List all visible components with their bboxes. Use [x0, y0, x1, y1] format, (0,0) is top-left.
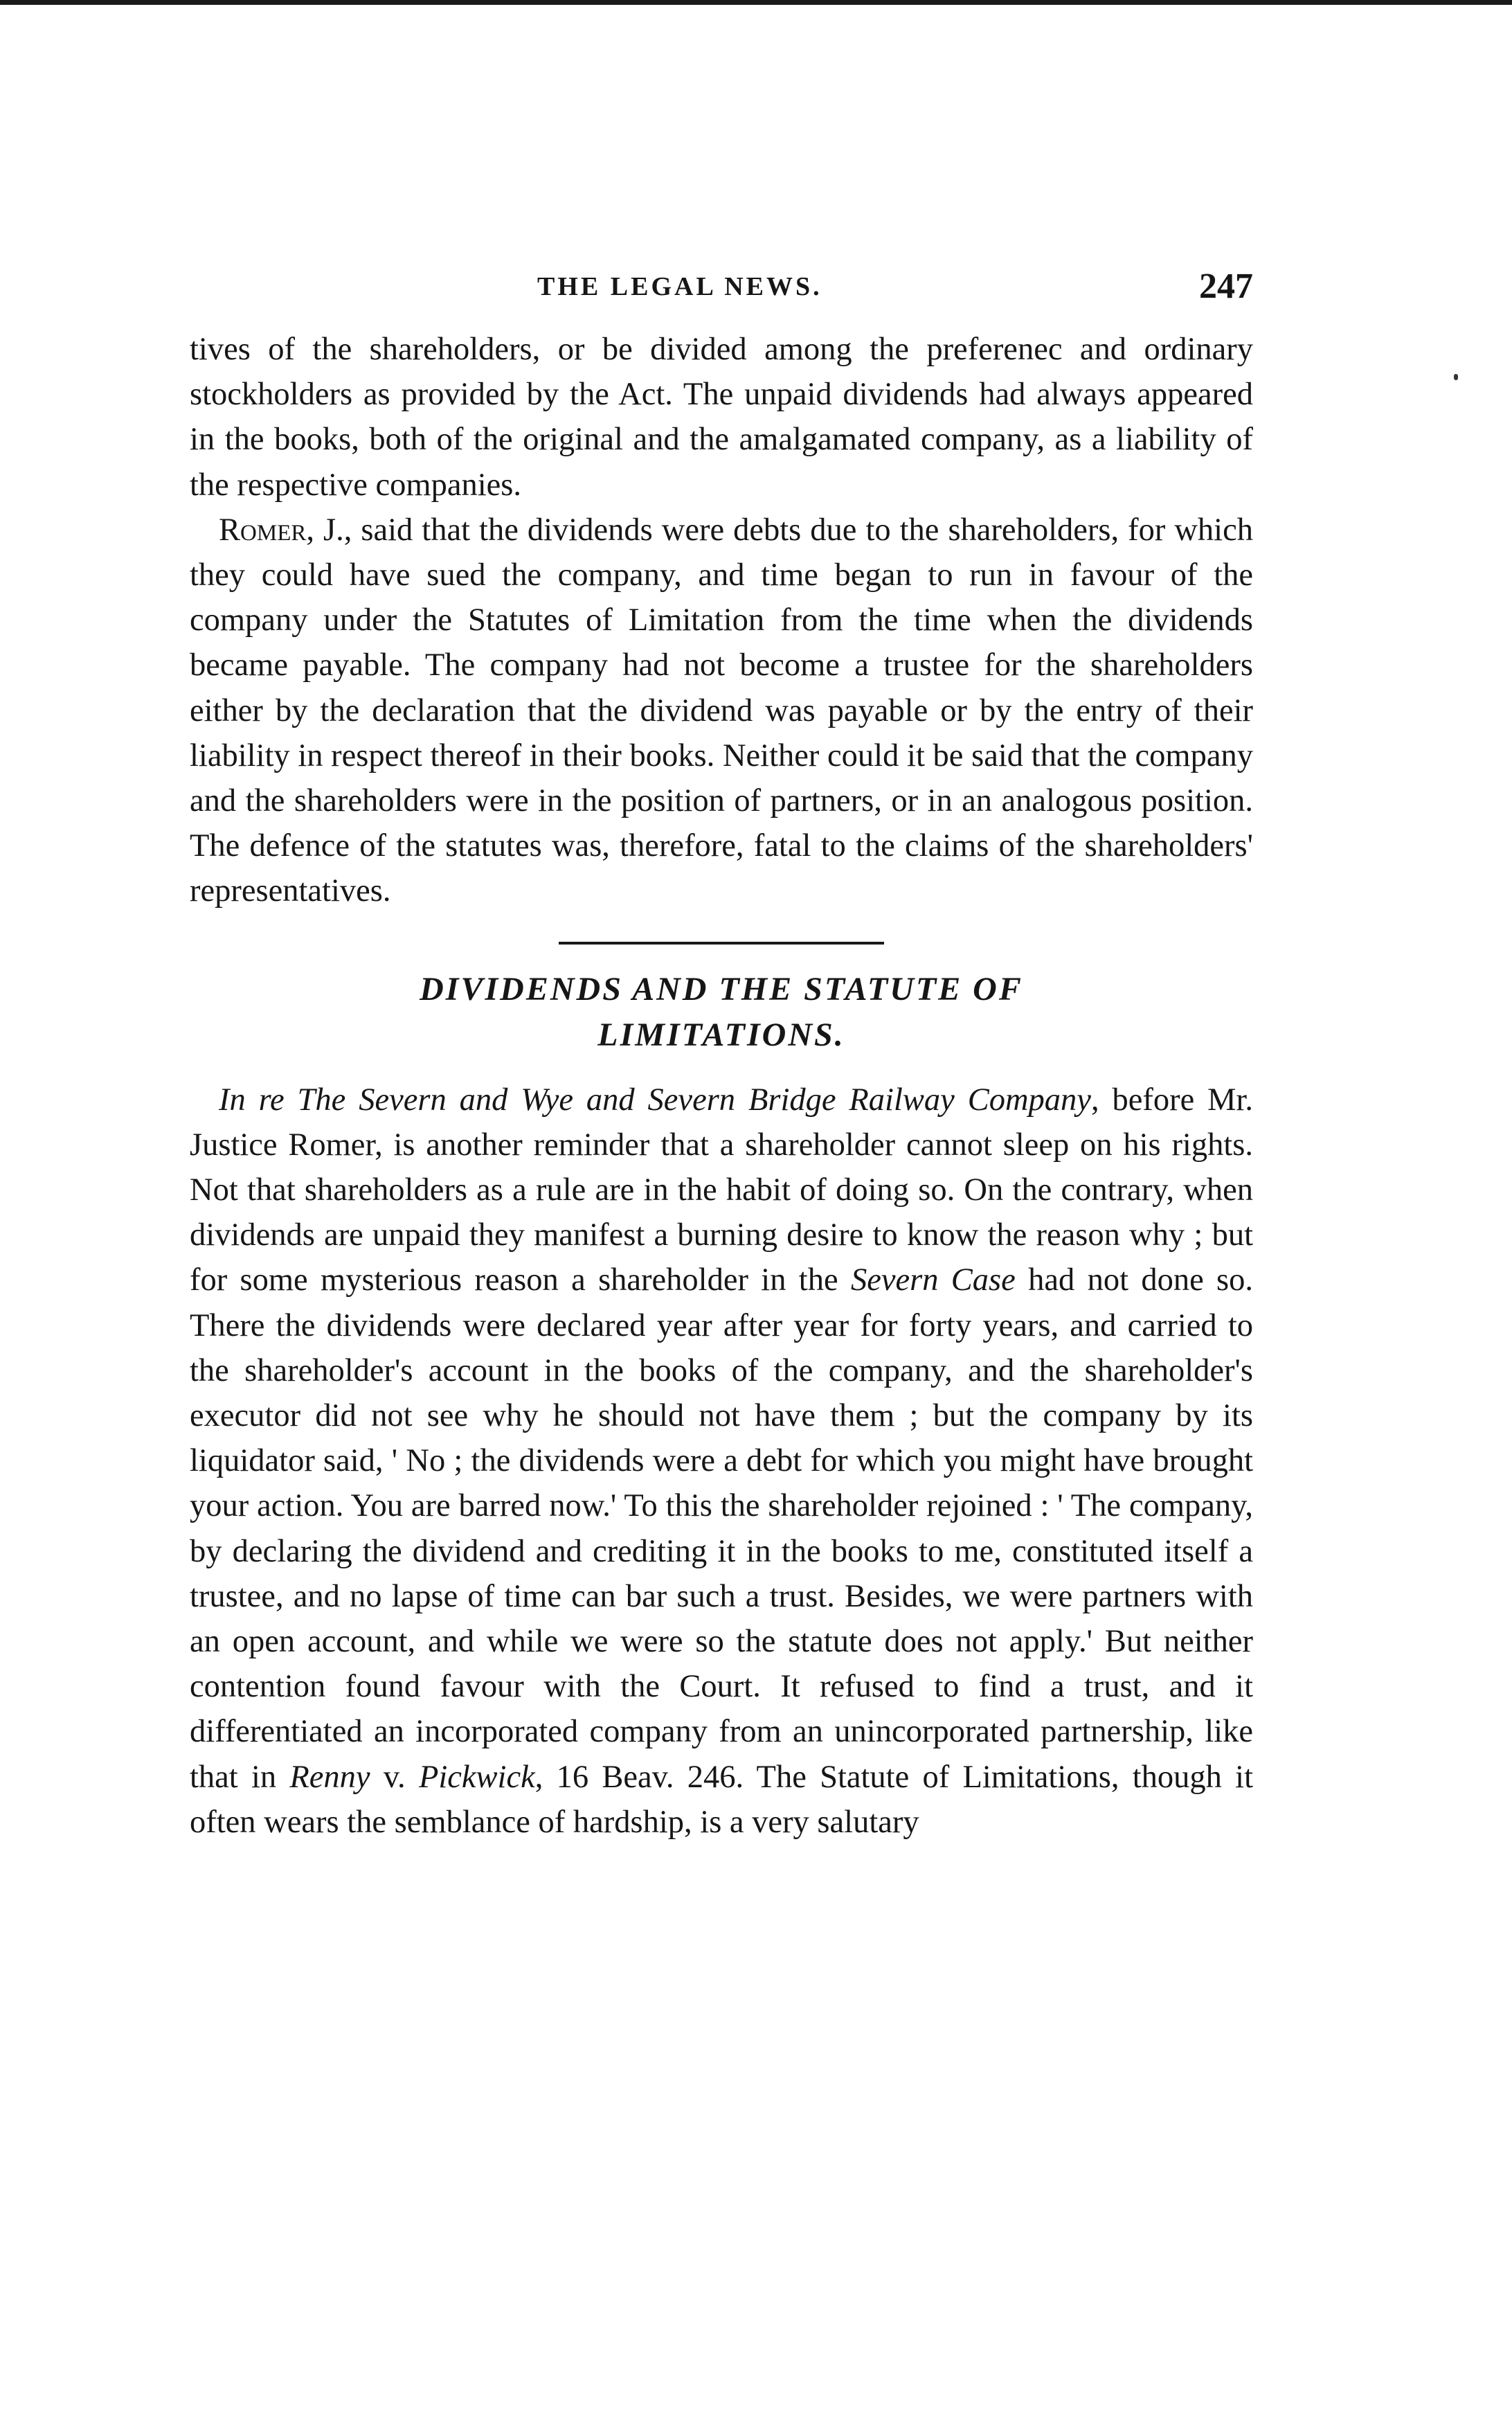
paragraph-romer-judgment — [190, 508, 1253, 914]
renny-reference: Renny — [289, 1759, 370, 1795]
article-text-2: had not done so. There the dividends were declared year after year for forty years, and carried to the shareholder's account in the books of the company, and the shareholder's executor did not see why he should not have them ; but the company by its liquidator said, ' No ; the dividends were a debt for which you might have brought your action. You are barred now.' To this the shareholder rejoined : ' The company, by declaring the dividend and crediting it in the books to me, constituted itself a trustee, and no lapse of time can bar such a trust. Besides, we were partners with an open account, and while we were so the statute does not apply.' But neither contention found favour with the Court. It refused to find a trust, and it differentiated an incorporated company from an unincorporated partnership, like that in — [190, 1262, 1254, 1795]
margin-speck — [1454, 374, 1458, 380]
severn-case-reference: Severn Case — [850, 1262, 1016, 1298]
page-content — [190, 267, 1254, 1845]
running-head — [190, 267, 1253, 314]
judgment-text: , said that the dividends were debts due to the shareholders, for which they could have sued the company, and time began to run in favour of the company under the Statutes of Limitation from the time when the dividends became payable. The company had not become a trustee for the shareholders either by the declaration that the dividend was payable or by the entry of their liability in respect thereof in their books. Neither could it be said that the company and the shareholders were in the position of partners, or in an analogous position. The defence of the statutes was, therefore, fatal to the claims of the shareholders' representatives. — [190, 512, 1253, 909]
paragraph-continuation: tives of the shareholders, or be divided among the preferenec and ordinary stockholders as provided by the Act. The unpaid dividends had always appeared in the books, both of the original and the amalgamated company, as a liability of the respective companies. — [190, 332, 1253, 503]
journal-title: THE LEGAL NEWS. — [537, 272, 822, 301]
article-text-3: , 16 Beav. 246. The Statute of Limitations, though it often wears the semblance of hardship, is a very salutary — [190, 1759, 1253, 1840]
article-text-1: , before Mr. Justice Romer, is another reminder that a shareholder cannot sleep on his rights. Not that shareholders as a rule are in the habit of doing so. On the contrary, when dividends are unpaid they manifest a burning desire to know the reason why ; but for some mysterious reason a shareholder in the — [190, 1082, 1253, 1298]
pickwick-reference: Pickwick — [418, 1759, 535, 1795]
judge-name: Romer, J. — [219, 512, 344, 548]
versus-text: v. — [370, 1759, 419, 1795]
article-paragraph — [190, 1077, 1253, 1845]
section-heading-line1: DIVIDENDS AND THE STATUTE OF — [420, 970, 1023, 1008]
top-border-rule — [0, 0, 1512, 5]
section-heading-line2: LIMITATIONS. — [597, 1016, 845, 1053]
section-divider — [559, 942, 884, 945]
case-name: In re The Severn and Wye and Severn Bridge Railway Company — [219, 1082, 1091, 1118]
page-number: 247 — [1199, 267, 1253, 306]
section-heading — [190, 967, 1253, 1058]
